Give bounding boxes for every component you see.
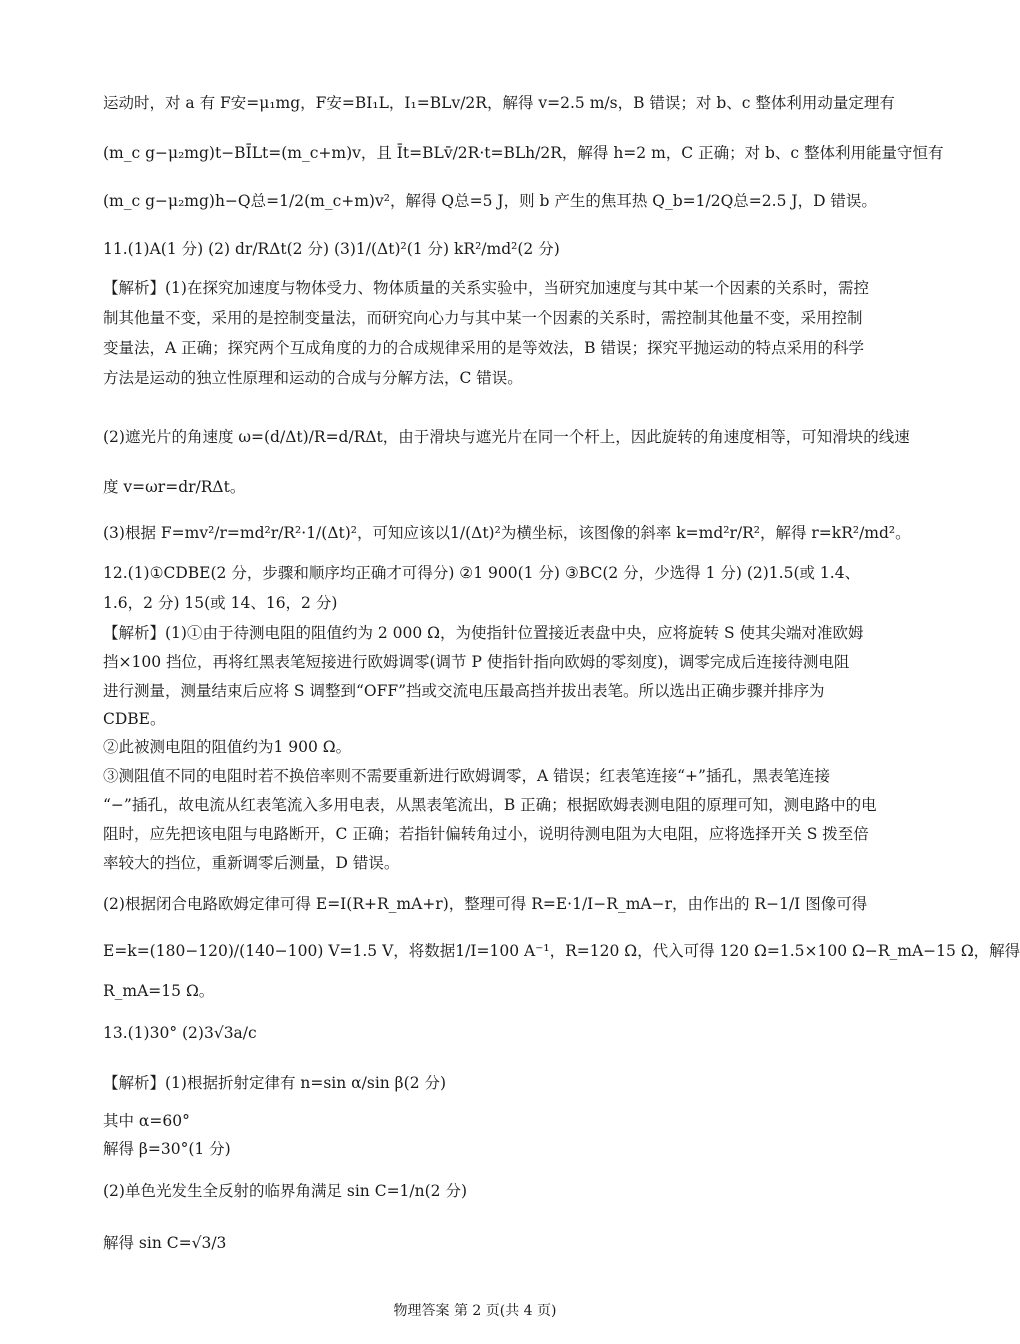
text-line: ③测阻值不同的电阻时若不换倍率则不需要重新进行欧姆调零，A 错误；红表笔连接“+”插孔，黑表笔连接 [103,767,830,785]
text-line: 进行测量，测量结束后应将 S 调整到“OFF”挡或交流电压最高挡并拔出表笔。所以选出正确步骤并排序为 [103,682,825,700]
text-line: 运动时，对 a 有 F安=μ₁mg，F安=BI₁L，I₁=BLv/2R，解得 v=2.5 m/s，B 错误；对 b、c 整体利用动量定理有 [103,94,895,112]
analysis-line: 【解析】(1)在探究加速度与物体受力、物体质量的关系实验中，当研究加速度与其中某一个因素的关系时，需控 [103,279,869,297]
text-line: (3)根据 F=mv²/r=md²r/R²·1/(Δt)²，可知应该以1/(Δt)²为横坐标，该图像的斜率 k=md²r/R²，解得 r=kR²/md²。 [103,524,911,542]
analysis-line: 【解析】(1)根据折射定律有 n=sin α/sin β(2 分) [103,1074,447,1092]
text-line: 1.6，2 分) 15(或 14、16，2 分) [103,594,338,612]
text-line: (m_c g−μ₂mg)h−Q总=1/2(m_c+m)v²，解得 Q总=5 J，则 b 产生的焦耳热 Q_b=1/2Q总=2.5 J，D 错误。 [103,192,877,210]
question-12-answer: 12.(1)①CDBE(2 分，步骤和顺序均正确才可得分) ②1 900(1 分) ③BC(2 分，少选得 1 分) (2)1.5(或 1.4、 [103,564,861,582]
text-line: ②此被测电阻的阻值约为1 900 Ω。 [103,738,352,756]
text-line: E=k=(180−120)/(140−100) V=1.5 V，将数据1/I=100 A⁻¹，R=120 Ω，代入可得 120 Ω=1.5×100 Ω−R_mA−15 Ω，解得 [103,942,1020,960]
text-line: R_mA=15 Ω。 [103,982,215,1000]
text-line: (m_c g−μ₂mg)t−BĪLt=(m_c+m)v，且 Īt=BLv̄/2R·t=BLh/2R，解得 h=2 m，C 正确；对 b、c 整体利用能量守恒有 [103,144,944,162]
text-line: 解得 sin C=√3/3 [103,1234,227,1252]
question-11-answer: 11.(1)A(1 分) (2) dr/RΔt(2 分) (3)1/(Δt)²(1 分) kR²/md²(2 分) [103,240,560,258]
text-line: 制其他量不变，采用的是控制变量法，而研究向心力与其中某一个因素的关系时，需控制其他量不变，采用控制 [103,309,863,327]
analysis-line: 【解析】(1)①由于待测电阻的阻值约为 2 000 Ω，为使指针位置接近表盘中央，应将旋转 S 使其尖端对准欧姆 [103,624,864,642]
text-line: 解得 β=30°(1 分) [103,1140,231,1158]
text-line: 其中 α=60° [103,1112,190,1130]
text-line: 率较大的挡位，重新调零后测量，D 错误。 [103,854,400,872]
text-line: 度 v=ωr=dr/RΔt。 [103,478,246,496]
text-line: (2)遮光片的角速度 ω=(d/Δt)/R=d/RΔt，由于滑块与遮光片在同一个杆上，因此旋转的角速度相等，可知滑块的线速 [103,428,910,446]
text-line: 变量法，A 正确；探究两个互成角度的力的合成规律采用的是等效法，B 错误；探究平抛运动的特点采用的科学 [103,339,864,357]
text-line: 挡×100 挡位，再将红黑表笔短接进行欧姆调零(调节 P 使指针指向欧姆的零刻度)，调零完成后连接待测电阻 [103,653,850,671]
page-footer: 物理答案 第 2 页(共 4 页) [393,1303,557,1319]
text-line: 阻时，应先把该电阻与电路断开，C 正确；若指针偏转角过小，说明待测电阻为大电阻，应将选择开关 S 拨至倍 [103,825,869,843]
text-line: (2)根据闭合电路欧姆定律可得 E=I(R+R_mA+r)，整理可得 R=E·1/I−R_mA−r，由作出的 R−1/I 图像可得 [103,895,868,913]
text-line: (2)单色光发生全反射的临界角满足 sin C=1/n(2 分) [103,1182,468,1200]
question-13-answer: 13.(1)30° (2)3√3a/c [103,1024,257,1042]
text-line: 方法是运动的独立性原理和运动的合成与分解方法，C 错误。 [103,369,523,387]
text-line: “−”插孔，故电流从红表笔流入多用电表，从黑表笔流出，B 正确；根据欧姆表测电阻的原理可知，测电路中的电 [103,796,877,814]
text-line: CDBE。 [103,710,166,728]
